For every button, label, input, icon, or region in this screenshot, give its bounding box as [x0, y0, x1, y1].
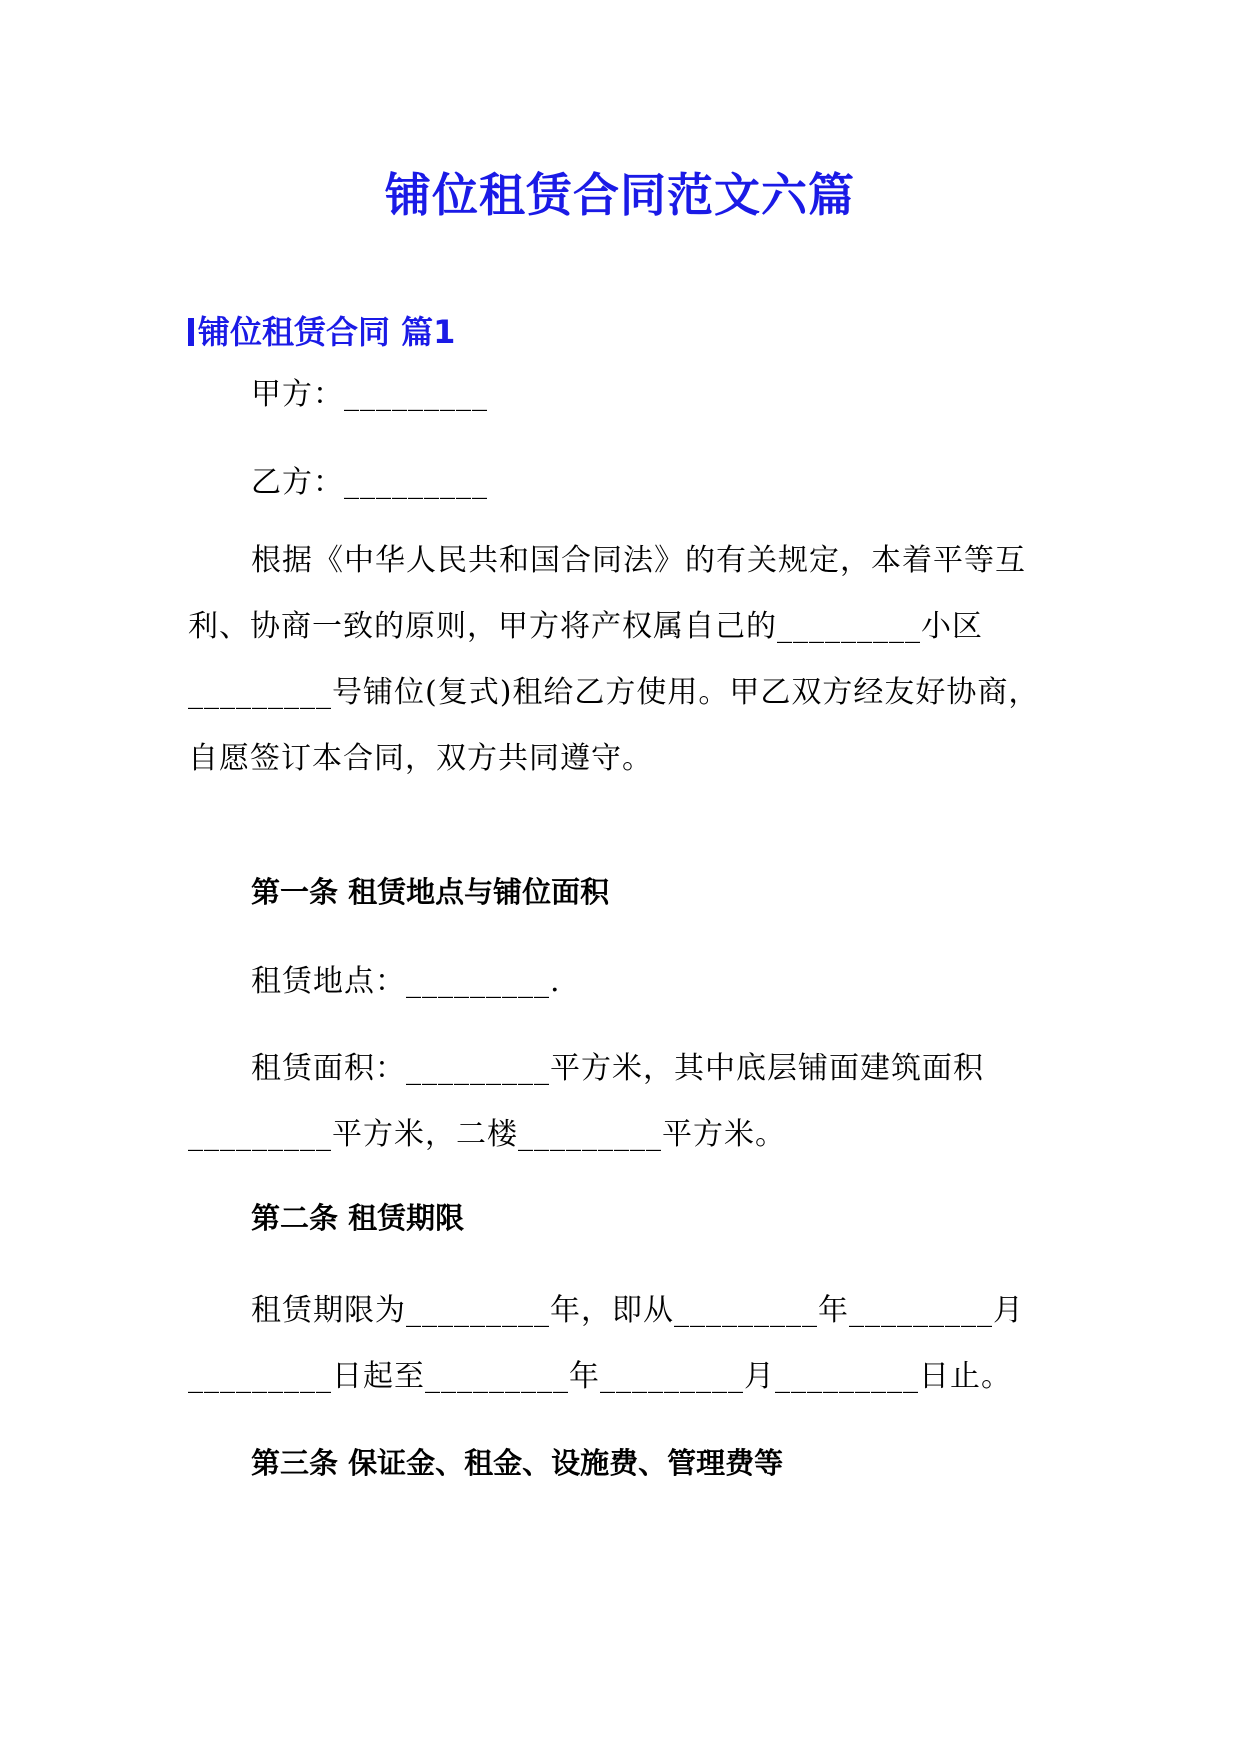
article-3-title: 第三条 保证金、租金、设施费、管理费等	[251, 1446, 784, 1480]
article-2-title: 第二条 租赁期限	[251, 1201, 465, 1235]
intro-paragraph: 根据《中华人民共和国合同法》的有关规定，本着平等互利、协商一致的原则，甲方将产权属自己的_________小区_________号铺位(复式)租给乙方使用。甲乙双方经友好协商，自愿签订本合同，双方共同遵守。	[188, 543, 1040, 776]
article-1-title: 第一条 租赁地点与铺位面积	[251, 875, 610, 909]
lease-term-paragraph: 租赁期限为_________年，即从_________年_________月_________日起至_________年_________月_________日止。	[188, 1293, 1024, 1394]
lease-area-paragraph: 租赁面积：_________平方米，其中底层铺面建筑面积_________平方米，二楼_________平方米。	[188, 1051, 984, 1152]
party-b-line: 乙方：_________	[251, 465, 488, 500]
party-a-line: 甲方：_________	[251, 377, 488, 412]
heading-marker	[188, 318, 194, 346]
section-heading-text: 铺位租赁合同 篇1	[198, 313, 456, 351]
document-title: 铺位租赁合同范文六篇	[385, 168, 855, 222]
lease-location-line: 租赁地点：_________.	[251, 964, 561, 999]
section-heading	[188, 310, 455, 354]
